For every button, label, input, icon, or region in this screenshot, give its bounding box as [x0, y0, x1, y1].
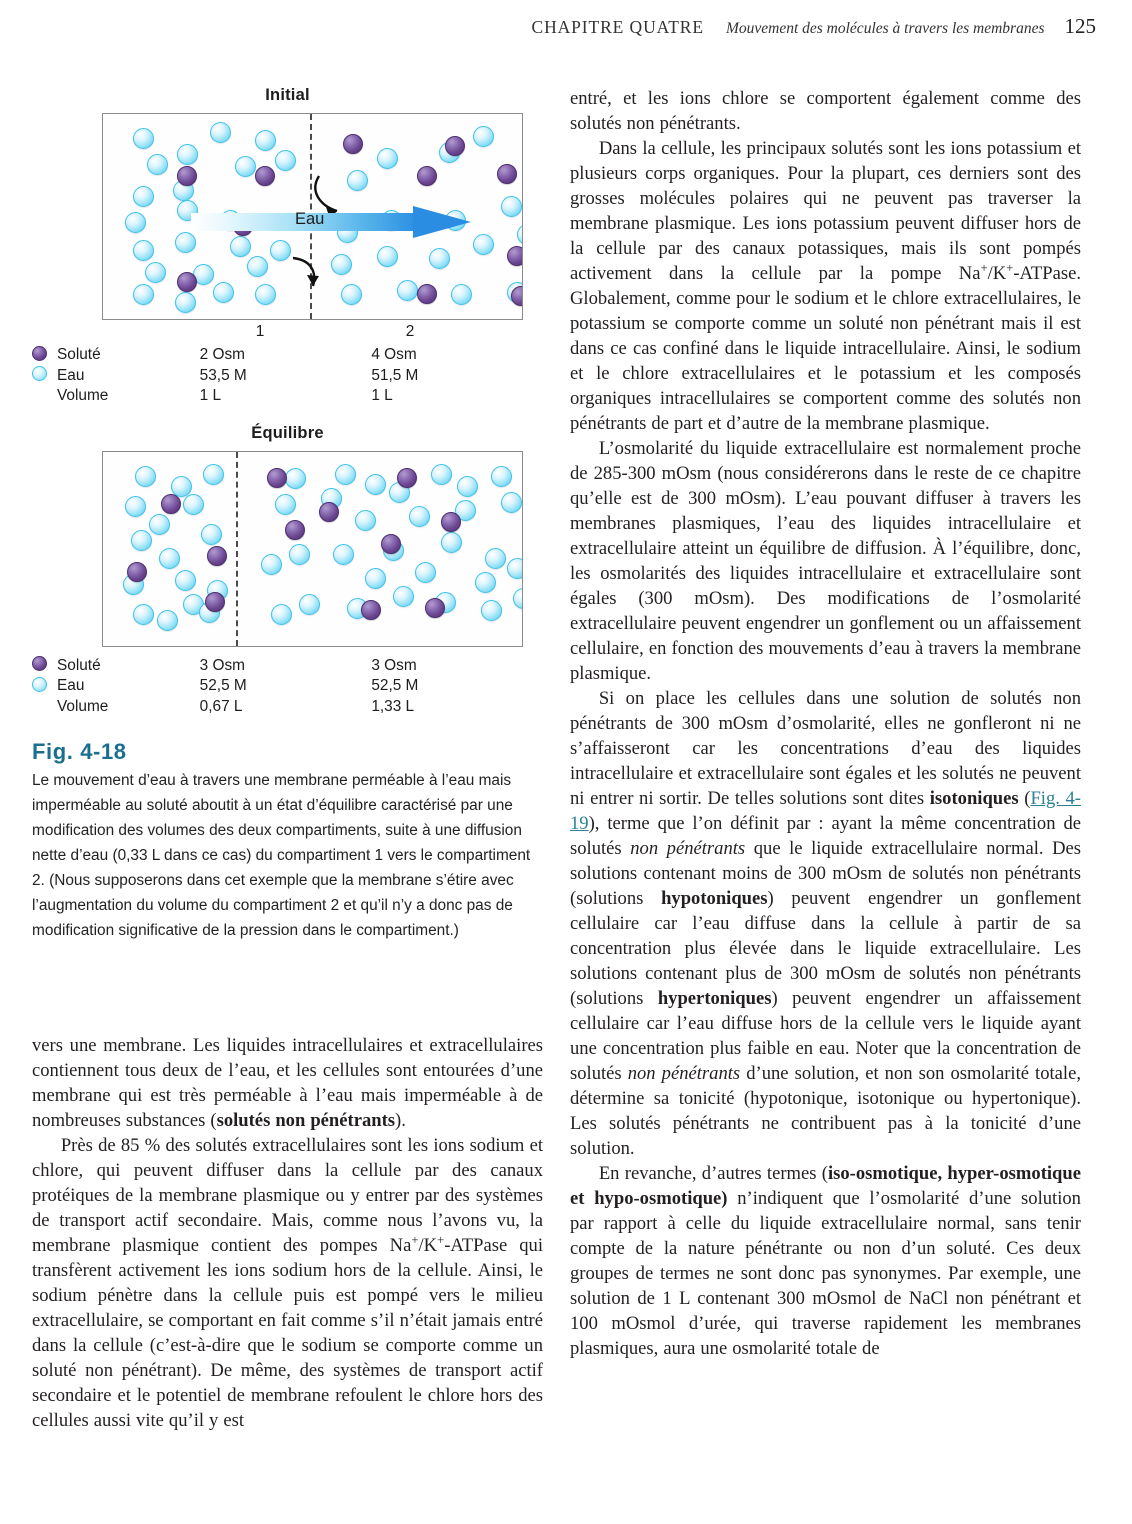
water-molecule [275, 150, 296, 171]
water-molecule [507, 558, 523, 579]
term-non-penetrants-italic-2: non pénétrants [627, 1063, 741, 1084]
term-hypotoniques: hypotoniques [661, 888, 768, 909]
solute-molecule [511, 286, 523, 306]
water-eq-value-2: 52,5 M [371, 677, 419, 695]
water-molecule [457, 476, 478, 497]
water-molecule [247, 256, 268, 277]
row-water-initial [32, 366, 543, 387]
water-molecule [355, 510, 376, 531]
solute-molecule [381, 534, 401, 554]
solute-molecule [425, 598, 445, 618]
paragraph-right-4: Si on place les cellules dans une solution de solutés non pénétrants de 300 mOsm d’osmolarité, elles ne gonfleront ni ne s’affaisseront car les concentrations d’eau des liquides intracellulaire et extracellulaire sont égales et les solutés ne peuvent ni entrer ni sortir. De telles solutions sont dites isotoniques (Fig. 4-19), terme que l’on définit par : ayant la même concentration de solutés non pénétrants que le liquide extracellulaire normal. Des solutions contenant moins de 300 mOsm de solutés non pénétrants (solutions hypotoniques) peuvent engendrer un gonflement cellulaire car l’eau diffuse dans la cellule à partir de sa concentration plus élevée dans le liquide extracellulaire. Les solutions contenant plus de 300 mOsm de solutés non pénétrants (solutions hypertoniques) peuvent engendrer un affaissement cellulaire car l’eau diffuse hors de la cellule vers le liquide ayant une concentration plus faible en eau. Noter que la concentration de solutés non pénétrants d’une solution, et non son osmolarité totale, détermine sa tonicité (hypotonique, isotonique ou hypertonique). Les solutés pénétrants ne contribuent pas à la tonicité d’une solution. [570, 688, 1081, 1159]
water-molecule [131, 530, 152, 551]
row-volume-equilibrium [32, 697, 543, 718]
solute-molecule [205, 592, 225, 612]
water-molecule [125, 496, 146, 517]
term-isotoniques: isotoniques [929, 788, 1019, 809]
water-molecule [451, 284, 472, 305]
volume-value-2: 1 L [371, 387, 393, 405]
water-molecule [441, 532, 462, 553]
water-molecule [171, 476, 192, 497]
diagram-equilibrium [102, 451, 523, 647]
solute-molecule [417, 166, 437, 186]
compartment-number-1: 1 [255, 323, 265, 340]
solute-molecule [417, 284, 437, 304]
water-molecule [415, 562, 436, 583]
water-molecule [393, 586, 414, 607]
water-value-2: 51,5 M [371, 366, 419, 384]
water-molecule [501, 196, 522, 217]
arrow-head [413, 206, 471, 238]
solute-molecule [507, 246, 523, 266]
water-molecule [135, 466, 156, 487]
paragraph-right-5: En revanche, d’autres termes (iso-osmotique, hyper-osmotique et hypo-osmotique) n’indiquent que l’osmolarité d’une solution par rapport à celle du liquide extracellulaire normal, sans tenir compte de la nature pénétrante ou non d’un soluté. Ces deux groupes de termes ne sont donc pas synonymes. Par exemple, une solution de 1 L contenant 300 mOsmol de NaCl non pénétrant et 100 mOsmol d’urée, qui traverse rapidement les membranes plasmiques, aura une osmolarité totale de [570, 1163, 1081, 1359]
water-molecule [133, 186, 154, 207]
water-molecule [377, 148, 398, 169]
volume-eq-value-2: 1,33 L [371, 697, 415, 715]
row-volume-initial [32, 386, 543, 407]
water-molecule [475, 572, 496, 593]
solute-molecule [255, 166, 275, 186]
water-molecule [201, 524, 222, 545]
term-hypertoniques: hypertoniques [657, 988, 772, 1009]
solute-value-1: 2 Osm [199, 346, 245, 364]
solute-legend-dot [32, 346, 57, 365]
water-molecule [429, 248, 450, 269]
right-column-text [570, 86, 1081, 1361]
water-molecule [255, 284, 276, 305]
solute-molecule [361, 600, 381, 620]
water-flow-arrow [191, 206, 471, 238]
panel-title-initial: Initial [265, 86, 310, 104]
row-solute-initial [32, 345, 543, 366]
legend-label-volume-2: Volume [57, 697, 109, 715]
row-water-equilibrium [32, 676, 543, 697]
water-molecule [347, 170, 368, 191]
water-molecule [210, 122, 231, 143]
legend-label-solute-2: Soluté [57, 656, 101, 674]
arrow-label: Eau [295, 210, 325, 228]
water-molecule [485, 548, 506, 569]
solute-molecule [445, 136, 465, 156]
paragraph-right-3: L’osmolarité du liquide extracellulaire est normalement proche de 285-300 mOsm (nous considérerons dans le reste de ce chapitre qu’elle est de 300 mOsm). L’eau pouvant diffuser à travers les membranes plasmiques, l’eau des liquides intracellulaire et extracellulaire atteint un équilibre de diffusion. À l’équilibre, donc, les osmolarités des liquides intracellulaire et extracellulaire sont égales (300 mOsm). Des modifications de l’osmolarité extracellulaire peuvent engendrer un gonflement ou un affaissement cellulaire, en fonction des mouvements d’eau à travers la membrane plasmique. [570, 438, 1081, 684]
compartment-headers-initial [32, 323, 543, 345]
term-solutes-non-penetrants: solutés non pénétrants [216, 1110, 396, 1131]
term-osmotique-group: iso-osmotique, hyper-osmotique et hypo-osmotique) [570, 1163, 1081, 1209]
figure-caption: Le mouvement d’eau à travers une membrane perméable à l’eau mais imperméable au soluté aboutit à un état d’équilibre caractérisé par une modification des volumes des deux compartiments, suite à une diffusion nette d’eau (0,33 L dans ce cas) du compartiment 1 vers le compartiment 2. (Nous supposerons dans cet exemple que la membrane s’étire avec l’augmentation du volume du compartiment 2 et qu’il n’y a donc pas de modification significative de la pression dans le compartiment.) [32, 772, 531, 939]
water-molecule [255, 130, 276, 151]
solute-legend-dot-2 [32, 656, 57, 675]
water-molecule [159, 548, 180, 569]
page-number: 125 [1064, 14, 1096, 38]
paragraph-left-1: vers une membrane. Les liquides intracellulaires et extracellulaires contiennent tous deux de l’eau, et les cellules sont entourées d’une membrane qui est très perméable à l’eau mais imperméable à de nombreuses substances (solutés non pénétrants). [32, 1035, 543, 1131]
solute-molecule [441, 512, 461, 532]
water-molecule [147, 154, 168, 175]
running-head [0, 14, 1132, 44]
paragraph-right-1: entré, et les ions chlore se comportent également comme des solutés non pénétrants. [570, 88, 1081, 134]
solute-eq-value-1: 3 Osm [199, 656, 245, 674]
solute-molecule [343, 134, 363, 154]
water-molecule [289, 544, 310, 565]
water-molecule [133, 284, 154, 305]
water-molecule [285, 468, 306, 489]
water-molecule [299, 594, 320, 615]
water-molecule [501, 492, 522, 513]
water-molecule [133, 128, 154, 149]
diagram-initial [102, 113, 523, 320]
data-table-equilibrium [32, 656, 543, 718]
water-molecule [230, 236, 251, 257]
solute-molecule [319, 502, 339, 522]
solute-value-2: 4 Osm [371, 346, 417, 364]
compartment-number-2: 2 [405, 323, 415, 340]
water-molecule [149, 514, 170, 535]
solute-molecule [161, 494, 181, 514]
solute-molecule [497, 164, 517, 184]
term-non-penetrants-italic: non pénétrants [630, 838, 746, 859]
water-molecule [271, 604, 292, 625]
water-molecule [183, 494, 204, 515]
water-molecule [473, 234, 494, 255]
water-molecule [177, 144, 198, 165]
left-column-text [32, 1033, 543, 1433]
water-molecule [473, 126, 494, 147]
water-eq-value-1: 52,5 M [199, 677, 247, 695]
water-molecule [133, 604, 154, 625]
water-molecule [491, 466, 512, 487]
figure-label: Fig. 4-18 [32, 739, 127, 764]
water-legend-dot [32, 366, 57, 385]
water-value-1: 53,5 M [199, 366, 247, 384]
volume-eq-value-1: 0,67 L [199, 697, 243, 715]
water-molecule [377, 246, 398, 267]
water-molecule [235, 156, 256, 177]
volume-value-1: 1 L [199, 387, 222, 405]
panel-title-equilibrium: Équilibre [251, 423, 324, 442]
water-molecule [203, 464, 224, 485]
paragraph-right-2: Dans la cellule, les principaux solutés sont les ions potassium et plusieurs corps organiques. Pour la plupart, ces derniers sont des grosses molécules polaires qui ne peuvent pas traverser la membrane plasmique. Les ions potassium peuvent diffuser hors de la cellule par des canaux potassiques, mais ils sont pompés activement dans la cellule par la pompe Na+/K+-ATPase. Globalement, comme pour le sodium et le chlore extracellulaires, le potassium se comporte comme un soluté non pénétrant mais il est dans ce cas confiné dans le liquide intracellulaire. Ainsi, le sodium et le chlore extracellulaires et le potassium et les composés organiques intracellulaires se comportent comme des solutés non pénétrants de part et d’autre de la membrane plasmique. [570, 138, 1081, 434]
water-molecule [175, 570, 196, 591]
water-molecule [145, 262, 166, 283]
water-molecule [270, 240, 291, 261]
solute-molecule [285, 520, 305, 540]
water-molecule [397, 280, 418, 301]
water-molecule [275, 494, 296, 515]
water-molecule [331, 254, 352, 275]
figure-4-18 [32, 86, 543, 944]
water-molecule [365, 474, 386, 495]
row-solute-equilibrium [32, 656, 543, 677]
water-molecule [431, 464, 452, 485]
solute-molecule [177, 272, 197, 292]
water-molecule [157, 610, 178, 631]
legend-label-solute: Soluté [57, 346, 101, 364]
legend-label-water-2: Eau [57, 677, 85, 695]
legend-label-water: Eau [57, 366, 85, 384]
water-molecule [341, 284, 362, 305]
water-molecule [175, 292, 196, 313]
chapter-subject: Mouvement des molécules à travers les membranes [725, 20, 1045, 37]
solute-molecule [207, 546, 227, 566]
water-molecule [261, 554, 282, 575]
chapter-title: CHAPITRE QUATRE [531, 17, 704, 37]
membrane-divider-equilibrium [236, 452, 238, 646]
water-molecule [335, 464, 356, 485]
data-table-initial [32, 323, 543, 407]
water-molecule [333, 544, 354, 565]
water-molecule [213, 282, 234, 303]
water-molecule [481, 600, 502, 621]
water-molecule [133, 240, 154, 261]
solute-molecule [397, 468, 417, 488]
water-molecule [365, 568, 386, 589]
solute-molecule [267, 468, 287, 488]
figure-reference-link[interactable]: Fig. 4-19 [570, 788, 1081, 834]
water-molecule [513, 588, 523, 609]
water-molecule [517, 224, 523, 245]
water-molecule [409, 506, 430, 527]
solute-molecule [177, 166, 197, 186]
water-molecule [125, 212, 146, 233]
solute-eq-value-2: 3 Osm [371, 656, 417, 674]
legend-label-volume: Volume [57, 387, 109, 405]
solute-molecule [127, 562, 147, 582]
paragraph-left-2: Près de 85 % des solutés extracellulaires sont les ions sodium et chlore, qui peuvent diffuser dans la cellule par des canaux protéiques de la membrane plasmique ou y entrer par des systèmes de transport actif secondaire. Mais, comme nous l’avons vu, la membrane plasmique contient des pompes Na+/K+-ATPase qui transfèrent activement les ions sodium hors de la cellule. Ainsi, le sodium pénètre dans la cellule puis est pompé vers le milieu extracellulaire, se comportant en fait comme s’il n’était jamais entré dans la cellule (c’est-à-dire que le sodium se comporte comme un soluté non pénétrant). De même, des systèmes de transport actif secondaire et le potentiel de membrane refoulent le chlore hors des cellules aussi vite qu’il y est [32, 1135, 544, 1431]
water-legend-dot-2 [32, 677, 57, 696]
